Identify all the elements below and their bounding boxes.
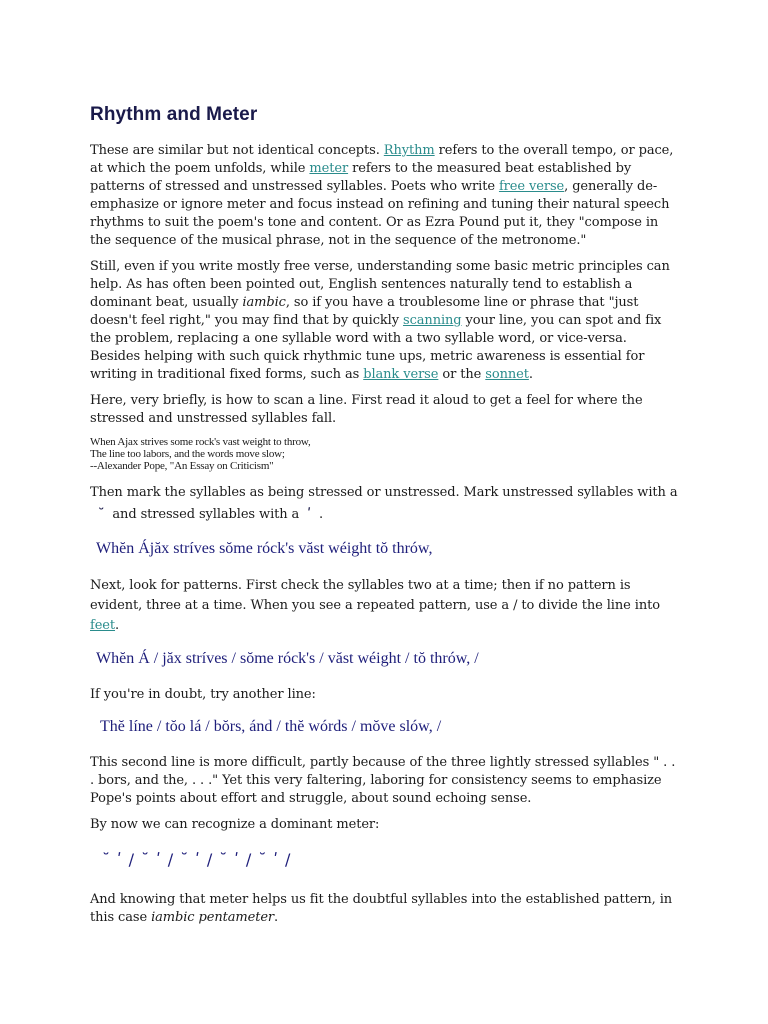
sonnet-link[interactable]: sonnet <box>485 367 529 382</box>
text: your line, you can spot and fix the problem, replacing a one syllable word with a two syllable word, or vice-versa. Besides helping with such quick rhythmic tune ups, metric awareness is essential for writing in traditional fixed forms, such as <box>90 313 662 382</box>
text: . <box>319 507 324 522</box>
paragraph-dominant-meter: By now we can recognize a dominant meter: <box>90 817 380 832</box>
iambic-pentameter-term: iambic pentameter <box>151 910 275 925</box>
blank-verse-link[interactable]: blank verse <box>363 367 439 382</box>
iambic-term: iambic <box>242 295 286 310</box>
paragraph-conclusion <box>90 891 680 927</box>
stressed-mark-icon: ʹ <box>307 507 312 522</box>
scansion-line-1-feet: Whĕn Á / jăx stríves / sŏme róck's / văst wéight / tŏ thrów, / <box>96 650 479 667</box>
scansion-line-2-feet: Thĕ líne / tŏo lá / bŏrs, ánd / thĕ wórds / mŏve slów, / <box>100 718 442 735</box>
unstressed-mark-icon: ˘ <box>98 507 105 522</box>
free-verse-link[interactable]: free verse <box>498 179 565 194</box>
text: . <box>115 618 120 633</box>
paragraph-doubt: If you're in doubt, try another line: <box>90 687 316 702</box>
text: Still, even if you write mostly free verse, understanding some basic metric principles can help. As has often been pointed out, English sentences naturally tend to establish a dominant beat, usually <box>90 259 670 310</box>
text: or the <box>438 367 486 382</box>
text: , so if you have a troublesome line or phrase that "just doesn't feel right," you may find that by quickly <box>90 295 639 328</box>
scanning-link[interactable]: scanning <box>403 313 462 328</box>
text: These are similar but not identical concepts. <box>90 143 384 158</box>
rhythm-link[interactable]: Rhythm <box>383 143 435 158</box>
text: . <box>274 910 279 925</box>
text: Then mark the syllables as being stressed or unstressed. Mark unstressed syllables with a <box>90 485 678 500</box>
text: refers to the measured beat established by patterns of stressed and unstressed syllables. Poets who write <box>90 161 632 194</box>
feet-link[interactable]: feet <box>90 618 116 633</box>
text: Next, look for patterns. First check the syllables two at a time; then if no pattern is evident, three at a time. When you see a repeated pattern, use a / to divide the line into <box>90 578 660 613</box>
scansion-line-1: Whĕn Ájăx stríves sŏme róck's văst wéight tŏ thrów, <box>96 540 433 557</box>
text: And knowing that meter helps us fit the doubtful syllables into the established pattern, in this case <box>90 892 673 925</box>
paragraph-metric-principles <box>90 258 680 384</box>
meter-pattern: ˘ ʹ / ˘ ʹ / ˘ ʹ / ˘ ʹ / ˘ ʹ / <box>102 850 292 869</box>
article <box>90 104 680 935</box>
page-title: Rhythm and Meter <box>90 104 258 125</box>
text: and stressed syllables with a <box>112 507 300 522</box>
quote-line-2: The line too labors, and the words move slow; <box>90 448 285 460</box>
paragraph-patterns <box>90 576 680 636</box>
quote-line-1: When Ajax strives some rock's vast weight to throw, <box>90 436 311 448</box>
paragraph-second-line: This second line is more difficult, partly because of the three lightly stressed syllables " . . . bors, and the, . . ." Yet this very faltering, laboring for consistency seems to emphasize Pope's points about effort and struggle, about sound echoing sense. <box>90 755 676 806</box>
text: . <box>528 367 533 382</box>
text: , generally de-emphasize or ignore meter and focus instead on refining and tuning their natural speech rhythms to suit the poem's tone and content. Or as Ezra Pound put it, they "compose in the sequence of the musical phrase, not in the sequence of the metronome." <box>90 179 670 248</box>
paragraph-intro <box>90 142 680 250</box>
meter-link[interactable]: meter <box>309 161 349 176</box>
paragraph-how-to-scan: Here, very briefly, is how to scan a line. First read it aloud to get a feel for where the stressed and unstressed syllables fall. <box>90 393 643 426</box>
paragraph-mark-syllables <box>90 482 680 526</box>
pope-quote <box>90 436 680 472</box>
quote-attribution: --Alexander Pope, "An Essay on Criticism" <box>90 460 274 472</box>
text: refers to the overall tempo, or pace, at which the poem unfolds, while <box>90 143 674 176</box>
